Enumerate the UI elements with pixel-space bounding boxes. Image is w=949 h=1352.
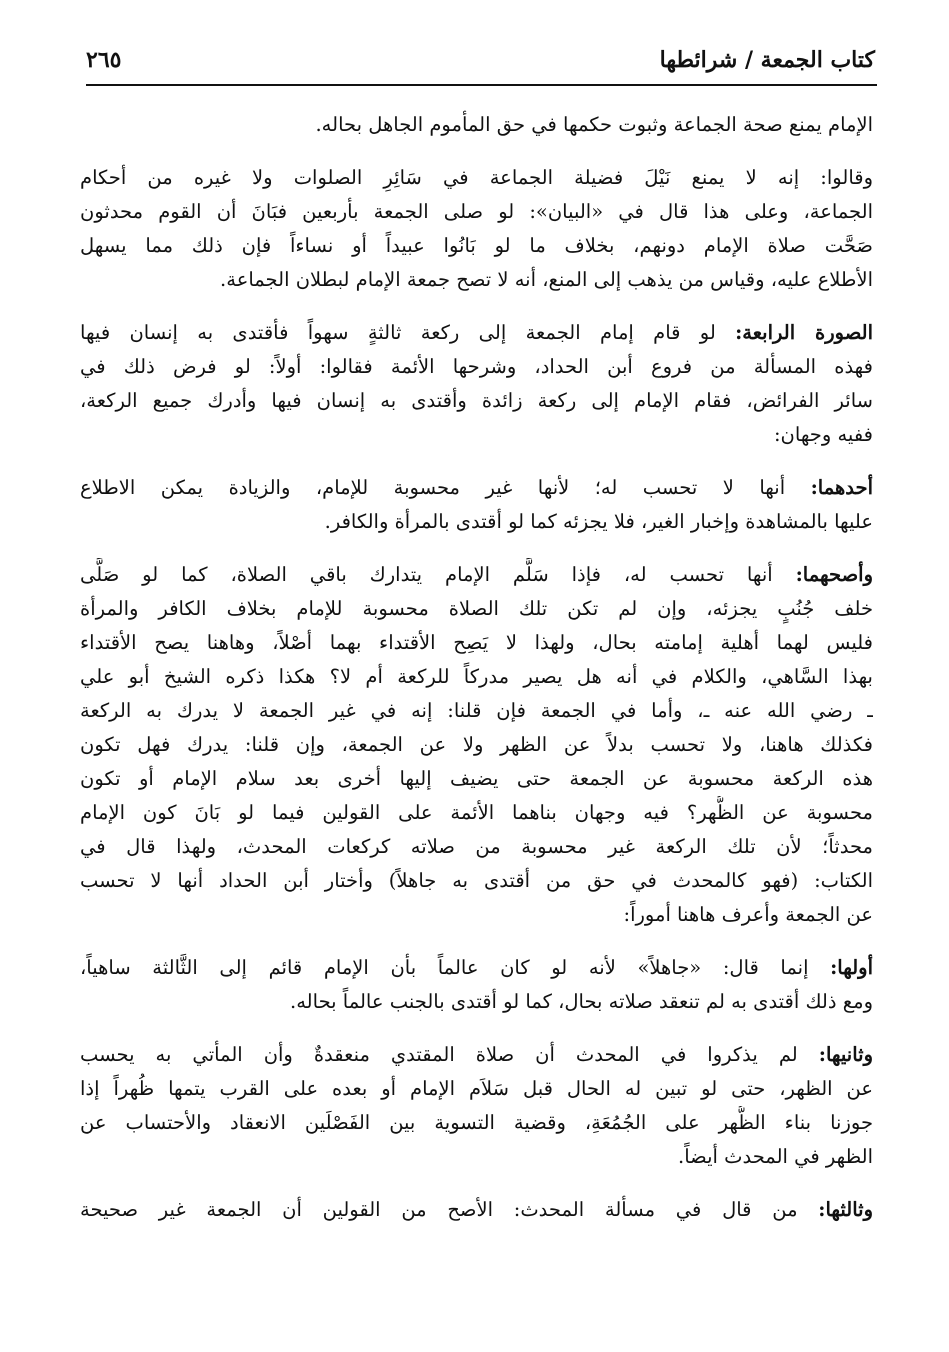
- text-line: [80, 694, 873, 728]
- line-text: صَحَّت صلاة الإمام دونهم، بخلاف ما لو بَانُوا عبيداً أو نساءاً فإن ذلك مما يسهل: [80, 234, 873, 257]
- text-line: [80, 558, 873, 592]
- text-line: [80, 898, 873, 932]
- line-text: من قال في مسألة المحدث: الأصح من القولين أن الجمعة غير صحيحة: [80, 1198, 819, 1221]
- text-line: [80, 161, 873, 195]
- text-line: [80, 864, 873, 898]
- line-text: فكذلك هاهنا، ولا تحسب بدلاً عن الظهر ولا عن الجمعة، وإن قلنا: يدرك فهل تكون: [80, 733, 873, 756]
- line-text: أنها لا تحسب له؛ لأنها غير محسوبة للإمام، والزيادة يمكن الاطلاع: [80, 476, 811, 499]
- running-header: [86, 40, 875, 80]
- paragraph: [80, 471, 873, 539]
- text-line: [80, 350, 873, 384]
- paragraph: [80, 108, 873, 142]
- paragraph-lead: أولها:: [830, 956, 873, 979]
- line-text: وقالوا: إنه لا يمنع نَيْلَ فضيلة الجماعة في سَائِرِ الصلوات ولا غيره من أحكام: [80, 166, 873, 189]
- line-text: أنها تحسب له، فإذا سَلَّم الإمام يتدارك باقي الصلاة، كما لو صَلَّى: [80, 563, 796, 586]
- line-text: محدثاً؛ لأن تلك الركعة غير محسوبة من صلاته كركعات المحدث، ولهذا قال في: [80, 835, 873, 858]
- chapter-title: كتاب الجمعة / شرائطها: [659, 47, 875, 73]
- text-line: [80, 263, 873, 297]
- line-text: الأطلاع عليه، وقياس من يذهب إلى المنع، أنه لا تصح جمعة الإمام لبطلان الجماعة.: [220, 268, 873, 291]
- text-line: [80, 796, 873, 830]
- paragraph: [80, 316, 873, 452]
- paragraph: [80, 1038, 873, 1174]
- line-text: عليها بالمشاهدة وإخبار الغير، فلا يجزئه كما لو أقتدى بالمرأة والكافر.: [324, 510, 873, 533]
- text-line: [80, 505, 873, 539]
- text-line: [80, 762, 873, 796]
- line-text: هذه الركعة محسوبة عن الجمعة حتى يضيف إليها أخرى بعد سلام الإمام أو تكون: [80, 767, 873, 790]
- paragraph-lead: وثانيها:: [818, 1043, 873, 1066]
- line-text: عن الجمعة وأعرف هاهنا أموراً:: [623, 903, 873, 926]
- text-line: [80, 1072, 873, 1106]
- text-line: [80, 384, 873, 418]
- text-line: [80, 229, 873, 263]
- text-line: [80, 195, 873, 229]
- header-rule: [86, 84, 877, 86]
- line-text: فهذه المسألة من فروع أبن الحداد، وشرحها الأئمة فقالوا: أولاً: لو فرض ذلك في: [80, 355, 873, 378]
- paragraph: [80, 161, 873, 297]
- line-text: الظهر في المحدث أيضاً.: [678, 1145, 873, 1168]
- text-line: [80, 728, 873, 762]
- line-text: محسوبة عن الظُّهر؟ فيه وجهان بناهما الأئمة على القولين فيما لو بَانَ كون الإمام: [80, 801, 873, 824]
- text-line: [80, 316, 873, 350]
- paragraph-lead: وأصحهما:: [795, 563, 873, 586]
- line-text: لو قام إمام الجمعة إلى ركعة ثالثةٍ سهواً فأقتدى به إنسان فيها: [80, 321, 736, 344]
- text-line: [80, 660, 873, 694]
- line-text: إنما قال: «جاهلاً» لأنه لو كان عالماً بأن الإمام قائم إلى الثَّالثة ساهياً،: [80, 956, 831, 979]
- line-text: الإمام يمنع صحة الجماعة وثبوت حكمها في حق المأموم الجاهل بحاله.: [315, 113, 873, 136]
- paragraph-lead: الصورة الرابعة:: [735, 321, 873, 344]
- page-body: [80, 108, 873, 1246]
- line-text: جوزنا بناء الظُّهر على الجُمُعَةِ، وقضية التسوية بين الفَصْلَين الانعقاد والأحتساب عن: [80, 1111, 873, 1134]
- line-text: ومع ذلك أقتدى به لم تنعقد صلاته بحال، كما لو أقتدى بالجنب عالماً بحاله.: [290, 990, 873, 1013]
- paragraph-lead: أحدهما:: [810, 476, 873, 499]
- line-text: سائر الفرائض، فقام الإمام إلى ركعة زائدة وأقتدى به إنسان فيها وأدرك جميع الركعة،: [80, 389, 873, 412]
- line-text: الكتاب: (فهو كالمحدث في حق من أقتدى به جاهلاً) وأختار أبن الحداد أنها لا تحسب: [80, 869, 873, 892]
- text-line: [80, 471, 873, 505]
- line-text: لم يذكروا في المحدث أن صلاة المقتدي منعقدةٌ وأن المأتي به يحسب: [80, 1043, 819, 1066]
- text-line: [80, 1193, 873, 1227]
- paragraph: [80, 558, 873, 932]
- line-text: فليس لهما أهلية إمامته بحال، ولهذا لا يَصِح الأقتداء بهما أصْلاً، وهاهنا يصح الأقتداء: [80, 631, 873, 654]
- text-line: [80, 626, 873, 660]
- text-line: [80, 1106, 873, 1140]
- line-text: ـ رضي الله عنه ـ، وأما في الجمعة فإن قلنا: إنه في غير الجمعة لا يدرك به الركعة: [80, 699, 873, 722]
- paragraph-lead: وثالثها:: [818, 1198, 873, 1221]
- paragraph: [80, 1193, 873, 1227]
- line-text: عن الظهر، حتى لو تبين له الحال قبل سَلاَم الإمام أو بعده على القرب يتمها ظُهراً إذا: [80, 1077, 873, 1100]
- text-line: [80, 418, 873, 452]
- line-text: بهذا السَّاهي، والكلام في أنه هل يصير مدركاً للركعة أم لا؟ هكذا ذكره الشيخ أبو علي: [80, 665, 873, 688]
- line-text: خلف جُنُبٍ يجزئه، وإن لم تكن تلك الصلاة محسوبة للإمام بخلاف الكافر والمرأة: [80, 597, 873, 620]
- text-line: [80, 108, 873, 142]
- paragraph: [80, 951, 873, 1019]
- line-text: ففيه وجهان:: [773, 423, 873, 446]
- text-line: [80, 592, 873, 626]
- text-line: [80, 1038, 873, 1072]
- text-line: [80, 951, 873, 985]
- text-line: [80, 830, 873, 864]
- text-line: [80, 1140, 873, 1174]
- line-text: الجماعة، وعلى هذا قال في «البيان»: لو صلى الجمعة بأربعين فبَانَ أن القوم محدثون: [80, 200, 873, 223]
- page-number: ٢٦٥: [86, 47, 122, 73]
- text-line: [80, 985, 873, 1019]
